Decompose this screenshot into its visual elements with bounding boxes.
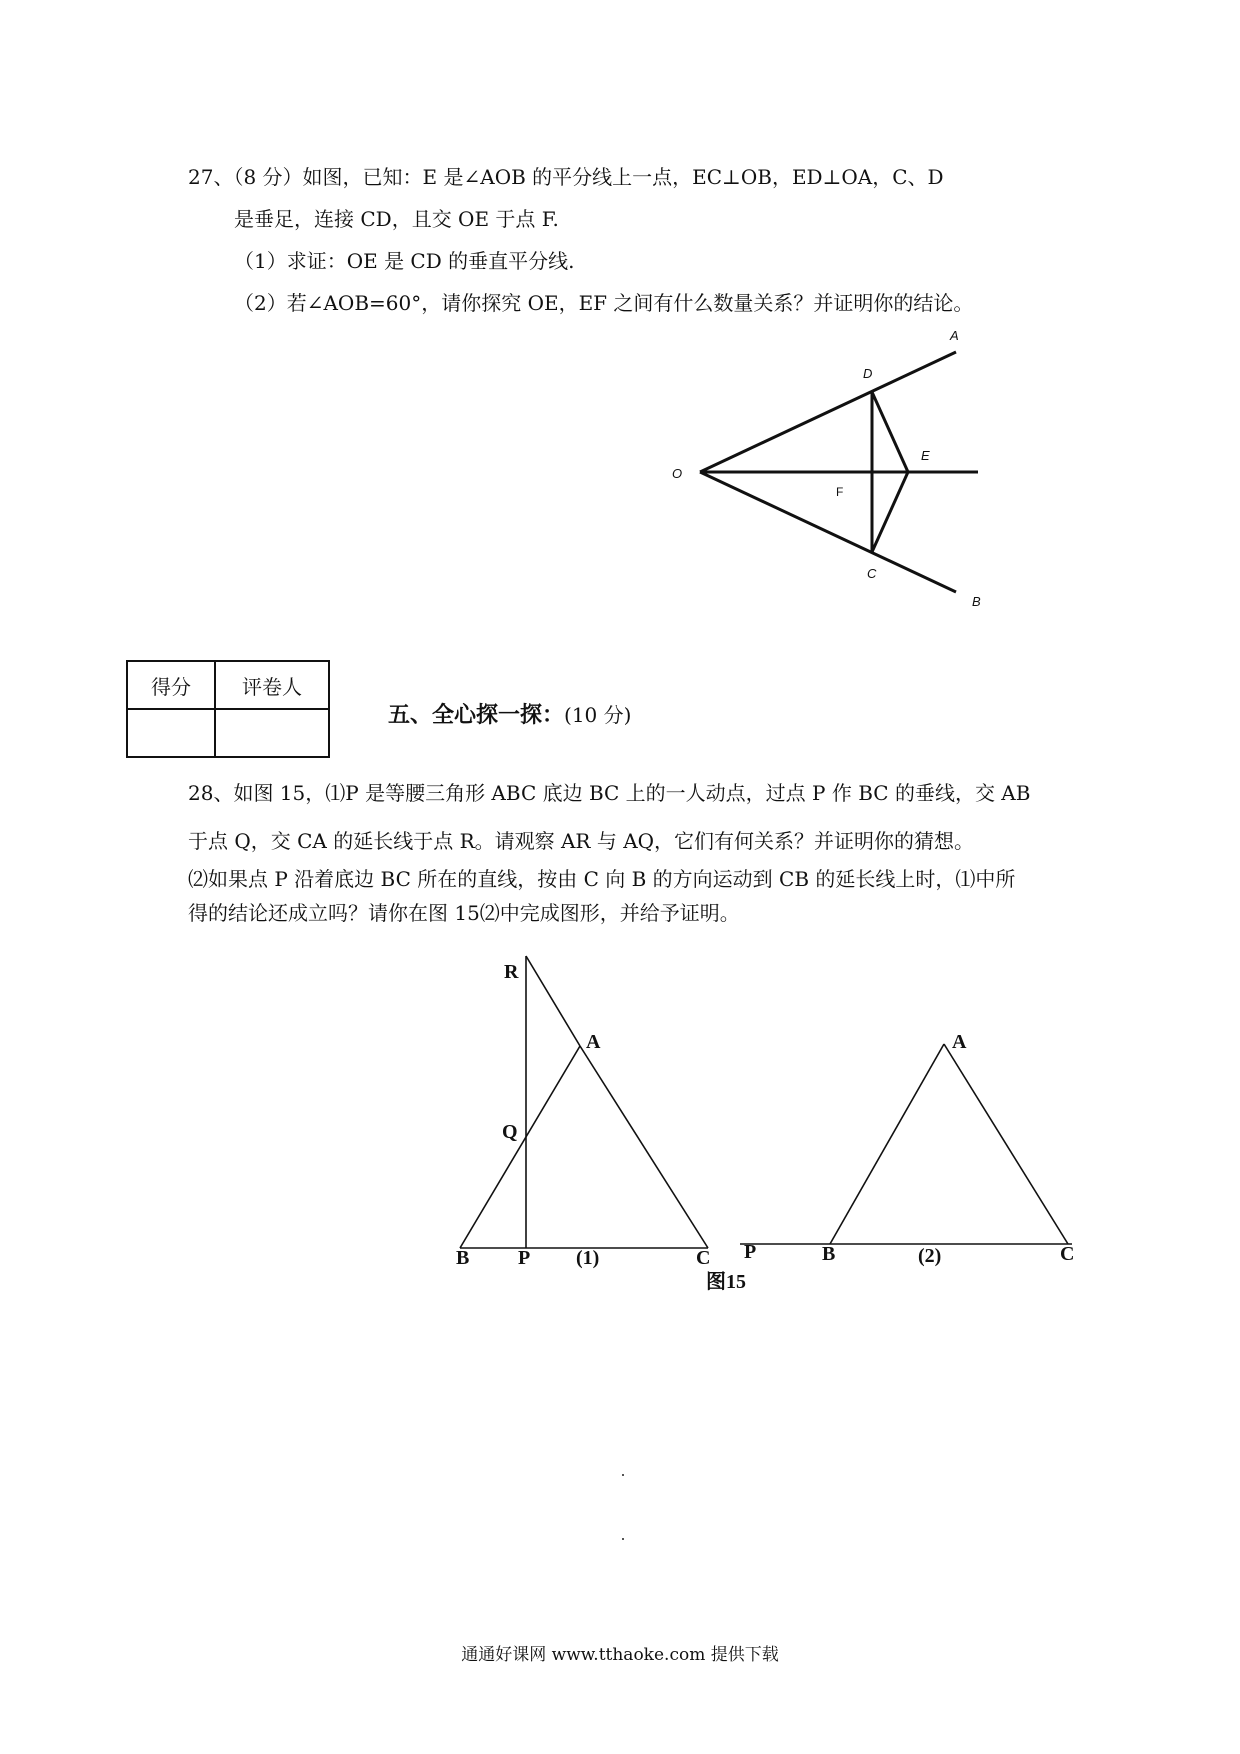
fig1-side-ac	[580, 1046, 708, 1248]
label-e: E	[921, 448, 930, 463]
q28-line3: ⑵如果点 P 沿着底边 BC 所在的直线，按由 C 向 B 的方向运动到 CB 的延长线上时，⑴中所	[188, 867, 1016, 891]
score-cell	[127, 709, 215, 757]
fig2-label-p: P	[744, 1241, 757, 1263]
ray-ob	[700, 472, 956, 592]
section-points: (10 分)	[564, 703, 632, 727]
label-a: A	[950, 328, 959, 343]
fig1-caption: (1)	[576, 1247, 600, 1269]
segment-de	[872, 392, 908, 472]
q28-line2: 于点 Q，交 CA 的延长线于点 R。请观察 AR 与 AQ，它们有何关系？并证明你的猜想。	[188, 829, 975, 853]
q27-part1: （1）求证：OE 是 CD 的垂直平分线.	[234, 249, 575, 273]
q27-part2: （2）若∠AOB=60°，请你探究 OE，EF 之间有什么数量关系？并证明你的结论。	[234, 291, 974, 315]
grader-header: 评卷人	[215, 661, 329, 709]
fig2-caption: (2)	[918, 1245, 942, 1267]
figure-title: 图15	[706, 1271, 746, 1293]
speck	[622, 1474, 624, 1476]
fig1-label-c: C	[696, 1247, 711, 1269]
segment-ce	[872, 472, 908, 552]
label-c: C	[867, 566, 877, 581]
fig2-label-b: B	[822, 1243, 836, 1265]
fig1-label-b: B	[456, 1247, 470, 1269]
fig1-label-p: P	[518, 1247, 531, 1269]
label-d: D	[863, 366, 873, 381]
page-footer: 通通好课网 www.tthaoke.com 提供下载	[461, 1645, 779, 1665]
q27-figure	[660, 322, 1000, 622]
fig2-label-a: A	[952, 1031, 967, 1053]
grader-cell	[215, 709, 329, 757]
score-header: 得分	[127, 661, 215, 709]
ray-oa	[700, 352, 956, 472]
fig1-label-q: Q	[502, 1121, 518, 1143]
fig1-side-ab	[460, 1046, 580, 1248]
fig2-side-ab	[830, 1044, 944, 1244]
q28-line4: 得的结论还成立吗？请你在图 15⑵中完成图形，并给予证明。	[188, 901, 740, 925]
q27-line2: 是垂足，连接 CD，且交 OE 于点 F.	[234, 207, 559, 231]
q28-line1: 28、如图 15，⑴P 是等腰三角形 ABC 底边 BC 上的一人动点，过点 P 作 BC 的垂线，交 AB	[188, 781, 1031, 805]
label-b: B	[972, 594, 981, 609]
section-title	[388, 698, 631, 729]
label-f: F	[836, 485, 844, 499]
fig2-label-c: C	[1060, 1243, 1075, 1265]
section-title-text: 五、全心探一探：	[388, 703, 565, 728]
fig1-label-a: A	[586, 1031, 601, 1053]
score-table	[126, 660, 330, 758]
fig1-extension-ar	[526, 956, 580, 1046]
speck	[622, 1538, 624, 1540]
label-o: O	[672, 466, 683, 481]
figure-15	[440, 950, 1090, 1300]
q27-line1: 27、（8 分）如图，已知：E 是∠AOB 的平分线上一点，EC⊥OB，ED⊥OA，C、D	[188, 165, 944, 189]
fig1-label-r: R	[504, 961, 519, 983]
fig2-side-ac	[944, 1044, 1068, 1244]
